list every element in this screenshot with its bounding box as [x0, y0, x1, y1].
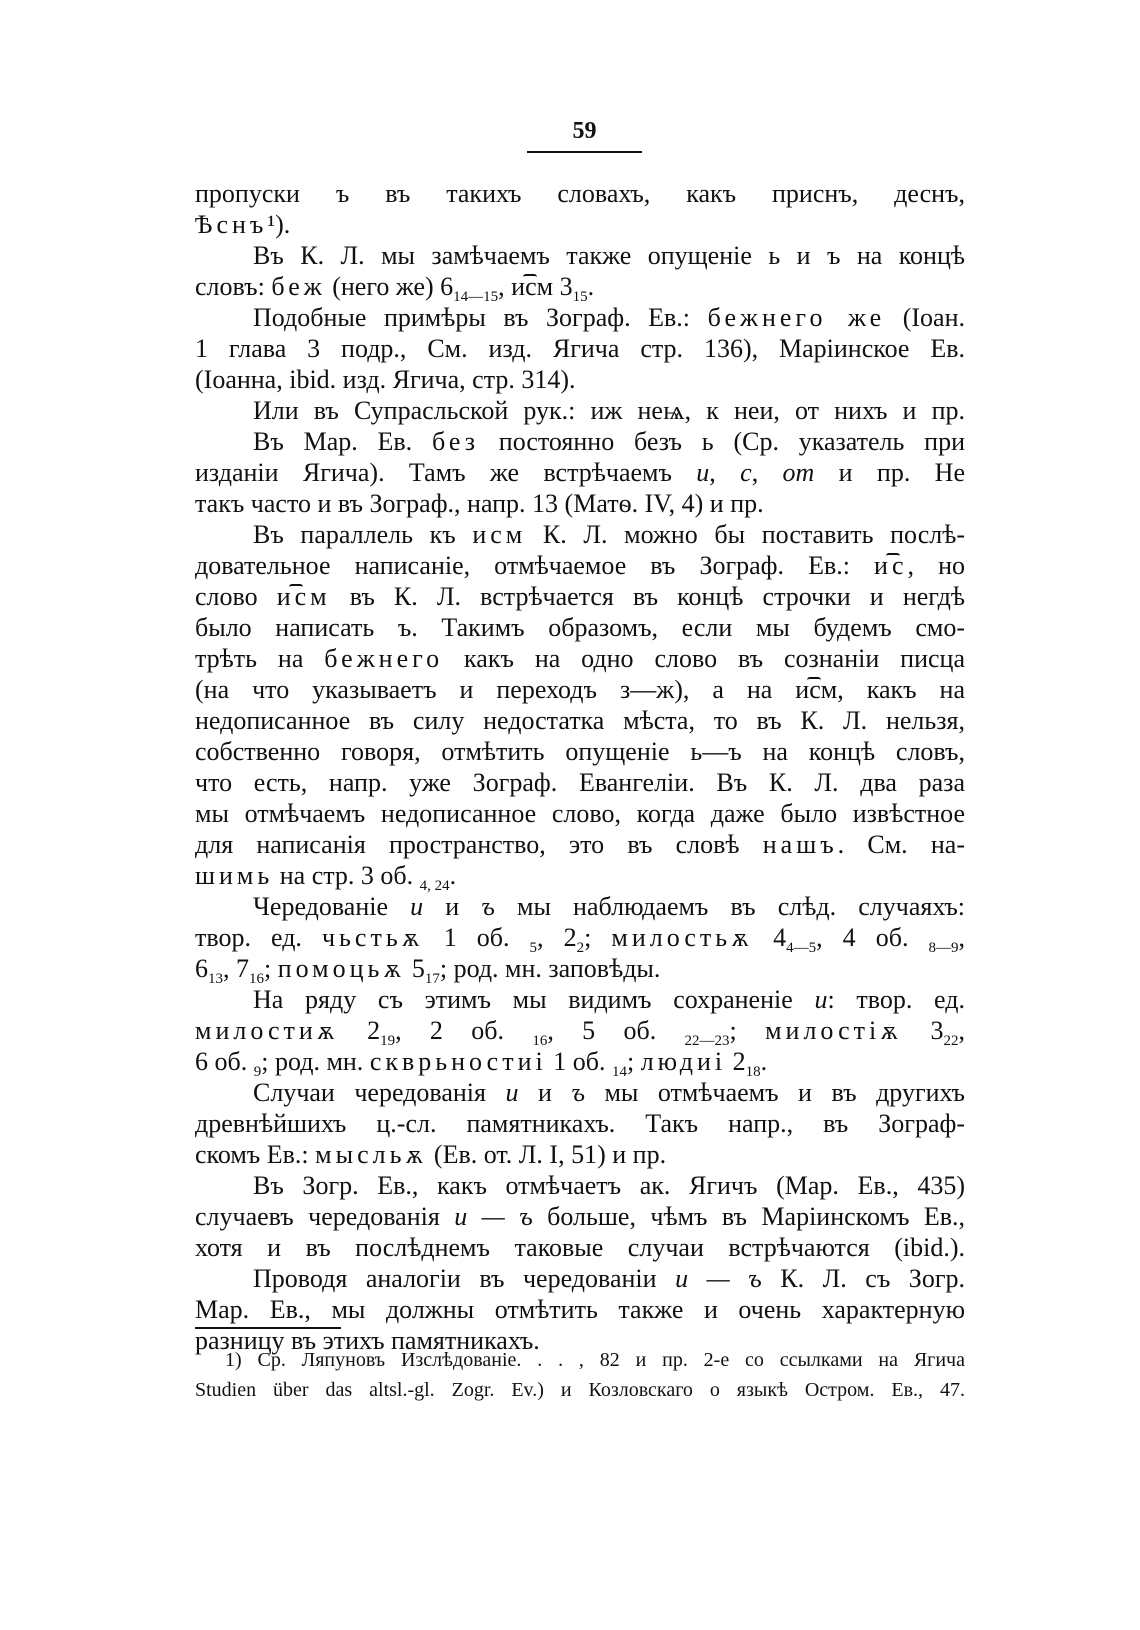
text-line: $6_{13}$, $7_{16}$; помоцьѫ $5_{17}$; род. мн. заповѣды. [195, 954, 661, 987]
footnote-rule [195, 1327, 341, 1329]
text-line: Ѣснъ¹). [195, 210, 291, 239]
text-line: трѣть на бежнего какъ на одно слово въ сознаніи писца [195, 644, 965, 673]
text-line: Въ К. Л. мы замѣчаемъ также опущеніе ь и ъ на концѣ [253, 241, 965, 270]
text-line: Или въ Супрасльской рук.: иж неѩ, к неи, от нихъ и пр. [253, 396, 965, 425]
text-line: собственно говоря, отмѣтить опущеніе ь—ъ на концѣ словъ, [195, 737, 965, 766]
text-line: Мар. Ев., мы должны отмѣтить также и очень характерную [195, 1295, 965, 1324]
text-line: изданіи Ягича). Тамъ же встрѣчаемъ и, с, от и пр. Не [195, 458, 965, 487]
body-text [195, 178, 965, 1356]
text-line: Проводя аналогіи въ чередованіи и — ъ К. Л. съ Зогр. [253, 1264, 965, 1293]
text-line: Въ Зогр. Ев., какъ отмѣчаетъ ак. Ягичъ (Мар. Ев., 435) [253, 1171, 965, 1200]
text-line: такъ часто и въ Зограф., напр. 13 (Матѳ. IV, 4) и пр. [195, 489, 764, 518]
text-line: шимь на стр. 3 об. $_{4, 24}$. [195, 861, 457, 894]
text-line: что есть, напр. уже Зограф. Евангеліи. Въ К. Л. два раза [195, 768, 965, 797]
text-line: было написать ъ. Такимъ образомъ, если мы будемъ смо- [195, 613, 965, 642]
text-line: 1 глава 3 подр., См. изд. Ягича стр. 136), Маріинское Ев. [195, 334, 965, 363]
page-number-rule [527, 151, 642, 153]
text-line: Случаи чередованія и и ъ мы отмѣчаемъ и въ другихъ [253, 1078, 965, 1107]
text-line: пропуски ъ въ такихъ словахъ, какъ приснъ, деснъ, [195, 179, 965, 208]
text-line: скомъ Ев.: мысльѫ (Ев. от. Л. I, 51) и пр. [195, 1140, 667, 1169]
text-line: твор. ед. чьстьѫ 1 об. $_5$, $2_2$; милостьѫ $4_{4—5}$, 4 об. $_{8—9}$, [195, 923, 965, 956]
footnote-line: 1) Ср. Ляпуновъ Изслѣдованіе. . . , 82 и пр. 2-е со ссылками на Ягича [225, 1349, 965, 1371]
text-line: (на что указываетъ и переходъ з—ж), а на исм, какъ на [195, 675, 965, 704]
text-line: случаевъ чередованія и — ъ больше, чѣмъ въ Маріинскомъ Ев., [195, 1202, 965, 1231]
text-line: Чередованіе и и ъ мы наблюдаемъ въ слѣд. случаяхъ: [253, 892, 965, 921]
text-line: недописанное въ силу недостатка мѣста, то въ К. Л. нельзя, [195, 706, 965, 735]
text-line: На ряду съ этимъ мы видимъ сохраненіе и: твор. ед. [253, 985, 965, 1014]
text-line: милостиѫ $2_{19}$, 2 об. $_{16}$, 5 об. $_{22—23}$; милостіѫ $3_{22}$, [195, 1016, 965, 1049]
text-line: слово исм въ К. Л. встрѣчается въ концѣ строчки и негдѣ [195, 582, 965, 611]
text-line: довательное написаніе, отмѣчаемое въ Зограф. Ев.: ис, но [195, 551, 965, 580]
text-line: мы отмѣчаемъ недописанное слово, когда даже было извѣстное [195, 799, 965, 828]
text-line: хотя и въ послѣднемъ таковые случаи встрѣчаются (ibid.). [195, 1233, 965, 1262]
footnote-line: Studien über das altsl.-gl. Zogr. Ev.) и Козловскаго о языкѣ Остром. Ев., 47. [195, 1379, 965, 1401]
text-line: словъ: беж (него же) $6_{14—15}$, исм $3_{15}$. [195, 272, 595, 305]
page-number: 59 [572, 118, 597, 144]
text-line: (Іоанна, ibid. изд. Ягича, стр. 314). [195, 365, 576, 394]
text-line: 6 об. $_9$; род. мн. скврьностиі 1 об. $_{14}$; людиі $2_{18}$. [195, 1047, 768, 1080]
text-line: разницу въ этихъ памятникахъ. [195, 1326, 540, 1355]
text-line: для написанія пространство, это въ словѣ нашъ. См. на- [195, 830, 965, 859]
text-line: древнѣйшихъ ц.-сл. памятникахъ. Такъ напр., въ Зограф- [195, 1109, 965, 1138]
text-line: Подобные примѣры въ Зограф. Ев.: бежнего же (Іоан. [253, 303, 965, 332]
footnote [195, 1345, 965, 1405]
text-line: Въ Мар. Ев. без постоянно безъ ь (Ср. указатель при [253, 427, 966, 456]
text-line: Въ параллель къ исм К. Л. можно бы поставить послѣ- [253, 520, 965, 549]
